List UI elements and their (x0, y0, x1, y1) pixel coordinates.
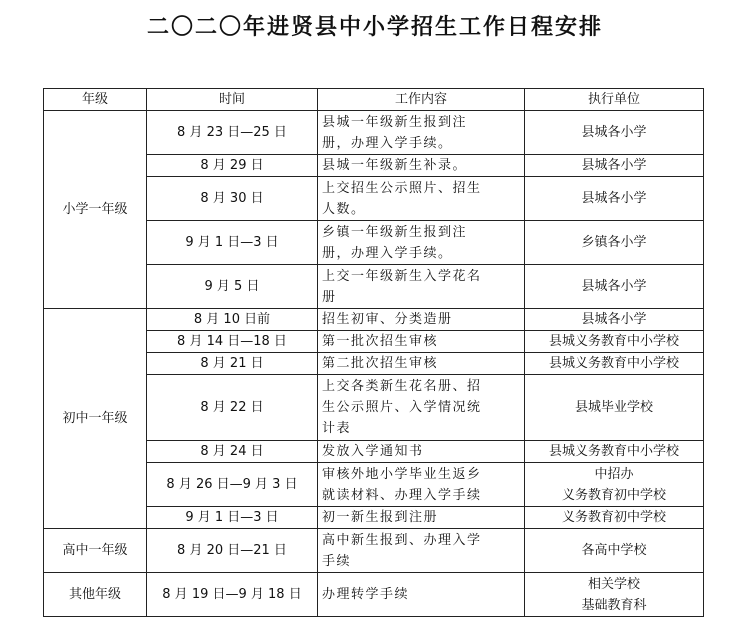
content-line: 生公示照片、入学情况统 (322, 400, 482, 415)
unit-line: 中招办 (594, 466, 634, 482)
unit-line: 乡镇各小学 (581, 235, 647, 250)
unit-cell (525, 309, 704, 331)
content-line: 第一批次招生审核 (322, 334, 439, 349)
content-line: 上交一年级新生入学花名 (322, 268, 482, 284)
content-line: 上交招生公示照片、招生 (322, 180, 482, 196)
unit-cell (525, 529, 704, 573)
content-cell (318, 155, 525, 177)
content-line: 办理转学手续 (322, 587, 410, 602)
unit-cell (525, 441, 704, 463)
content-line: 发放入学通知书 (322, 444, 424, 459)
table-row (44, 309, 704, 331)
table-row (44, 529, 704, 573)
grade-cell: 小学一年级 (44, 111, 147, 309)
content-cell (318, 221, 525, 265)
time-cell: 8 月 19 日—9 月 18 日 (147, 573, 318, 617)
unit-line: 县城毕业学校 (574, 400, 653, 415)
content-line: 册，办理入学手续。 (322, 245, 453, 261)
content-line: 就读材料、办理入学手续 (322, 487, 482, 503)
unit-cell (525, 331, 704, 353)
content-line: 招生初审、分类造册 (322, 312, 453, 327)
unit-line: 义务教育初中学校 (561, 487, 666, 503)
content-line: 初一新生报到注册 (322, 510, 439, 525)
content-line: 手续 (322, 553, 352, 569)
content-cell (318, 265, 525, 309)
content-line: 册 (322, 289, 337, 305)
content-line: 高中新生报到、办理入学 (322, 532, 482, 548)
unit-line: 义务教育初中学校 (561, 510, 666, 525)
unit-line: 县城义务教育中小学校 (548, 444, 679, 459)
time-cell: 8 月 20 日—21 日 (147, 529, 318, 573)
time-cell: 9 月 5 日 (147, 265, 318, 309)
time-cell: 8 月 29 日 (147, 155, 318, 177)
header-grade: 年级 (44, 89, 147, 111)
content-cell (318, 463, 525, 507)
content-cell (318, 573, 525, 617)
content-line: 册，办理入学手续。 (322, 135, 453, 151)
schedule-table (43, 88, 704, 617)
table-body (44, 111, 704, 617)
unit-cell (525, 221, 704, 265)
unit-cell (525, 507, 704, 529)
header-content: 工作内容 (318, 89, 525, 111)
unit-line: 基础教育科 (581, 597, 647, 613)
table-row (44, 573, 704, 617)
content-line: 第二批次招生审核 (322, 356, 439, 371)
content-cell (318, 177, 525, 221)
unit-line: 县城各小学 (581, 191, 647, 206)
unit-cell (525, 375, 704, 441)
time-cell: 9 月 1 日—3 日 (147, 507, 318, 529)
content-cell (318, 441, 525, 463)
unit-line: 相关学校 (587, 576, 640, 592)
unit-line: 县城各小学 (581, 158, 647, 173)
content-line: 计表 (322, 421, 352, 436)
page-title: 二〇二〇年进贤县中小学招生工作日程安排 (146, 14, 603, 40)
unit-line: 县城义务教育中小学校 (548, 334, 679, 349)
grade-cell: 高中一年级 (44, 529, 147, 573)
time-cell: 8 月 24 日 (147, 441, 318, 463)
time-cell: 9 月 1 日—3 日 (147, 221, 318, 265)
time-cell: 8 月 30 日 (147, 177, 318, 221)
table-row (44, 111, 704, 155)
content-cell (318, 507, 525, 529)
table-header-row (44, 89, 704, 111)
unit-line: 县城各小学 (581, 279, 647, 294)
unit-line: 县城各小学 (581, 312, 647, 327)
unit-cell (525, 463, 704, 507)
time-cell: 8 月 10 日前 (147, 309, 318, 331)
content-line: 审核外地小学毕业生返乡 (322, 466, 482, 482)
content-line: 县城一年级新生报到注 (322, 114, 468, 130)
content-line: 乡镇一年级新生报到注 (322, 224, 468, 240)
unit-cell (525, 573, 704, 617)
unit-line: 各高中学校 (581, 543, 647, 558)
content-cell (318, 375, 525, 441)
content-line: 人数。 (322, 201, 366, 217)
grade-cell: 初中一年级 (44, 309, 147, 529)
content-cell (318, 353, 525, 375)
content-line: 县城一年级新生补录。 (322, 158, 468, 173)
content-cell (318, 111, 525, 155)
unit-cell (525, 111, 704, 155)
content-line: 上交各类新生花名册、招 (322, 379, 482, 394)
content-cell (318, 529, 525, 573)
time-cell: 8 月 26 日—9 月 3 日 (147, 463, 318, 507)
unit-cell (525, 177, 704, 221)
content-cell (318, 331, 525, 353)
unit-line: 县城义务教育中小学校 (548, 356, 679, 371)
time-cell: 8 月 22 日 (147, 375, 318, 441)
time-cell: 8 月 23 日—25 日 (147, 111, 318, 155)
content-cell (318, 309, 525, 331)
grade-cell: 其他年级 (44, 573, 147, 617)
unit-cell (525, 155, 704, 177)
unit-cell (525, 265, 704, 309)
unit-cell (525, 353, 704, 375)
header-time: 时间 (147, 89, 318, 111)
time-cell: 8 月 14 日—18 日 (147, 331, 318, 353)
unit-line: 县城各小学 (581, 125, 647, 140)
time-cell: 8 月 21 日 (147, 353, 318, 375)
header-unit: 执行单位 (525, 89, 704, 111)
